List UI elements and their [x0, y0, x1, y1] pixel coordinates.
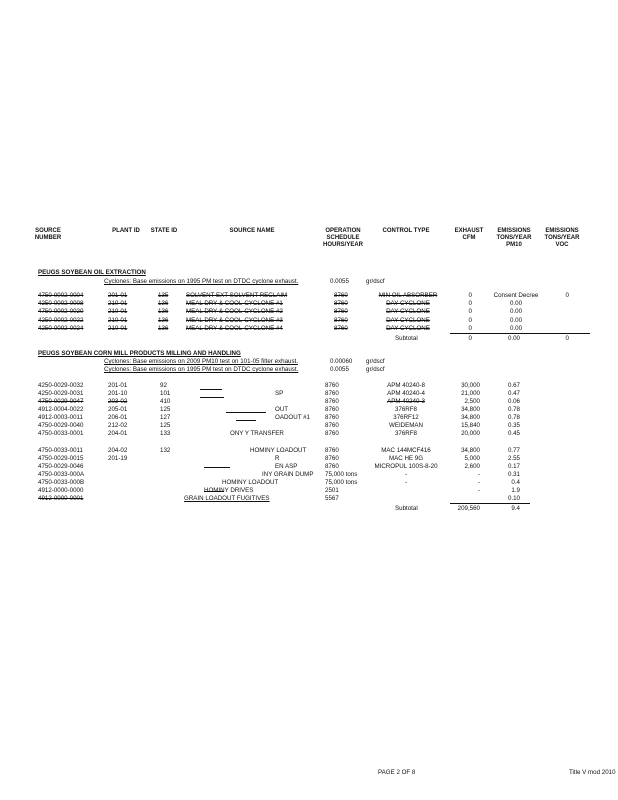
table-row-exhaust-cfm: 30,000: [461, 382, 480, 389]
table-row-pm10: 0.17: [507, 463, 520, 470]
table-row-hours: 8760: [325, 414, 339, 421]
table-row-control-type: MAC HE 9G: [388, 455, 424, 462]
section2-title: PEUGS SOYBEAN CORN MILL PRODUCTS MILLING AND HANDLING: [38, 350, 241, 357]
table-row-pm10: 0.00: [509, 317, 523, 324]
table-row-source-number: 4750-0029-0040: [38, 422, 84, 429]
table-row-exhaust-cfm: 0: [468, 325, 472, 332]
table-row-plant-id: 210-01: [108, 300, 128, 307]
table-row-exhaust-cfm: 20,000: [461, 430, 480, 437]
table-row-state-id: 125: [160, 406, 171, 413]
section2-subtotal-rule: [450, 503, 530, 504]
section1-subtotal-cfm: 0: [468, 335, 472, 342]
section2-note1-value: 0.00060: [330, 358, 353, 365]
table-row-pm10: 0.00: [509, 325, 523, 332]
table-row-pm10: 1.9: [511, 487, 520, 494]
table-row-control-type: APM 40240-4: [387, 390, 425, 397]
header-source-number: SOURCE NUMBER: [34, 228, 62, 241]
table-row-control-type: 376RF8: [394, 406, 417, 413]
table-row-hours: 75,000 tons: [325, 479, 358, 486]
table-row-source-name: R: [275, 455, 280, 462]
table-row-pm10: 0.77: [507, 447, 520, 454]
table-row-plant-id: 210-01: [108, 317, 128, 324]
table-row-hours: 8760: [325, 430, 339, 437]
table-row-source-number: 4912-0000-0000: [38, 487, 84, 494]
section2-note2-value: 0.0055: [330, 366, 349, 373]
table-row-source-number: 4750-0002-0020: [38, 308, 84, 315]
section1-note-unit: gr/dscf: [366, 278, 385, 285]
table-row-hours: 8760: [325, 398, 339, 405]
table-row-control-type: APM 40240-8: [387, 382, 425, 389]
table-row-exhaust-cfm: 0: [468, 308, 472, 315]
table-row-source-number: 4250-0029-0031: [38, 390, 84, 397]
header-operation-schedule: OPERATION SCHEDULE HOURS/YEAR: [322, 228, 363, 248]
table-row-hours: 8760: [334, 292, 348, 299]
header-emissions-voc: EMISSIONS TONS/YEAR VOC: [544, 228, 580, 248]
table-row-source-name: HOMINY LOADOUT: [250, 447, 307, 454]
footer-page-number: PAGE 2 OF 8: [378, 769, 416, 776]
table-row-hours: 8760: [334, 325, 348, 332]
table-row-pm10: 0.06: [507, 398, 520, 405]
table-row-exhaust-cfm: -: [477, 487, 480, 494]
table-row-hours: 8760: [325, 406, 339, 413]
table-row-pm10: 0.47: [507, 390, 520, 397]
table-row-source-name: OUT: [275, 406, 289, 413]
table-row-exhaust-cfm: 0: [468, 317, 472, 324]
section1-subtotal-voc: 0: [565, 335, 569, 342]
table-row-source-name: MEAL DRY & COOL-CYCLONE #4: [186, 325, 283, 332]
table-row-plant-id: 201-19: [108, 455, 128, 462]
table-row-source-number: 4750-0029-0047: [38, 398, 84, 405]
header-control-type: CONTROL TYPE: [382, 228, 430, 234]
table-row-exhaust-cfm: 21,000: [461, 390, 480, 397]
table-row-hours: 8760: [325, 463, 339, 470]
table-row-exhaust-cfm: 2,600: [464, 463, 480, 470]
name-underline-mark: [200, 389, 222, 390]
table-row-source-name: MEAL DRY & COOL-CYCLONE #2: [186, 308, 283, 315]
table-row-source-name: MEAL DRY & COOL-CYCLONE #3: [186, 317, 283, 324]
table-row-control-type: DAY CYCLONE: [386, 300, 430, 307]
table-row-hours: 8760: [325, 447, 339, 454]
table-row-plant-id: 210-01: [108, 325, 128, 332]
section2-subtotal-label: Subtotal: [395, 505, 418, 512]
table-row-plant-id: 204-02: [108, 447, 128, 454]
table-row-exhaust-cfm: 5,000: [464, 455, 480, 462]
section1-subtotal-rule: [450, 333, 590, 334]
section2-note1: Cyclones: Base emissions on 2009 PM10 test on 101-05 filter exhaust.: [104, 358, 298, 365]
table-row-source-number: 4750-0033-000B: [38, 479, 85, 486]
table-row-pm10: 0.00: [509, 300, 523, 307]
table-row-source-name: OADOUT #1: [275, 414, 310, 421]
header-state-id: STATE ID: [150, 228, 178, 234]
table-row-hours: 8760: [325, 390, 339, 397]
table-row-plant-id: 201-01: [108, 292, 128, 299]
name-underline-mark: [204, 467, 230, 468]
section1-subtotal-pm: 0.00: [507, 335, 520, 342]
table-row-state-id: 136: [158, 317, 169, 324]
header-plant-id: PLANT ID: [112, 228, 140, 234]
table-row-pm10: 0.4: [511, 479, 520, 486]
table-row-state-id: 127: [160, 414, 171, 421]
section2-subtotal-cfm: 209,560: [457, 505, 480, 512]
section1-subtotal-label: Subtotal: [395, 335, 418, 342]
header-emissions-pm10: EMISSIONS TONS/YEAR PM10: [496, 228, 532, 248]
table-row-plant-id: 205-01: [108, 406, 128, 413]
name-underline-mark: [204, 491, 224, 492]
section1-title: PEUGS SOYBEAN OIL EXTRACTION: [38, 269, 146, 276]
table-row-control-type: 376RF12: [393, 414, 419, 421]
section2-subtotal-pm: 9.4: [511, 505, 520, 512]
table-row-state-id: 136: [158, 325, 169, 332]
table-row-control-type: -: [404, 479, 408, 486]
table-row-source-name: ONY Y TRANSFER: [230, 430, 284, 437]
table-row-source-number: 4912-0000-0001: [38, 495, 84, 502]
table-row-source-number: 4750-0033-0011: [38, 447, 83, 454]
table-row-pm10: 0.67: [507, 382, 520, 389]
table-row-source-name: SP: [275, 390, 284, 397]
section2-note1-unit: gr/dscf: [366, 358, 385, 365]
table-row-plant-id: 212-02: [108, 422, 128, 429]
table-row-hours: 2501: [325, 487, 339, 494]
table-row-state-id: 101: [160, 390, 171, 397]
table-row-exhaust-cfm: 34,800: [461, 414, 480, 421]
table-row-exhaust-cfm: 34,800: [461, 406, 480, 413]
name-underline-mark: [226, 412, 266, 413]
table-row-hours: 8760: [325, 455, 339, 462]
table-row-pm10: 0.45: [507, 430, 520, 437]
table-row-source-name: MEAL DRY & COOL-CYCLONE #1: [186, 300, 283, 307]
table-row-voc: 0: [565, 292, 569, 299]
table-row-state-id: 136: [158, 308, 169, 315]
table-row-source-name: GRAIN LOADOUT FUGITIVES: [184, 495, 270, 502]
table-row-exhaust-cfm: 34,800: [461, 447, 480, 454]
section1-note-value: 0.0055: [330, 278, 349, 285]
table-row-state-id: 133: [160, 430, 171, 437]
section2-note2-unit: gr/dscf: [366, 366, 385, 373]
table-row-hours: 8760: [334, 308, 348, 315]
table-row-hours: 8760: [334, 317, 348, 324]
table-row-pm10: 0.31: [507, 471, 520, 478]
footer-document-title: Title V mod 2010: [569, 769, 616, 776]
table-row-source-number: 4750-0002-0004: [38, 292, 84, 299]
table-row-source-number: 4250-0002-0008: [38, 300, 84, 307]
table-row-exhaust-cfm: 2,500: [464, 398, 480, 405]
table-row-state-id: 125: [160, 422, 171, 429]
table-row-pm10: 0.78: [507, 414, 520, 421]
table-row-hours: 8760: [325, 382, 339, 389]
table-row-control-type: APM 40240-3: [387, 398, 425, 405]
section2-note2: Cyclones: Base emissions on 1995 PM test on DTDC cyclone exhaust.: [104, 366, 299, 373]
table-row-control-type: DAY CYCLONE: [386, 325, 430, 332]
table-row-source-name: HOMINY DRIVES: [204, 487, 254, 494]
table-row-source-number: 4912-0003-0011: [38, 414, 83, 421]
table-row-plant-id: 206-01: [108, 414, 128, 421]
table-row-hours: 8760: [325, 422, 339, 429]
section1-note: Cyclones: Base emissions on 1995 PM test on DTDC cyclone exhaust.: [104, 278, 299, 285]
table-row-pm10: Consent Decree: [493, 292, 539, 299]
table-row-control-type: MAC 144MCF416: [381, 447, 431, 454]
table-row-pm10: 0.35: [507, 422, 520, 429]
table-row-source-number: 4250-0029-0032: [38, 382, 84, 389]
table-row-pm10: 2.55: [507, 455, 520, 462]
table-row-pm10: 0.78: [507, 406, 520, 413]
table-row-control-type: MICROPUL 100S-8-20: [374, 463, 438, 470]
table-row-source-number: 4750-0033-0001: [38, 430, 84, 437]
table-row-plant-id: 203-02: [108, 398, 128, 405]
header-source-name: SOURCE NAME: [229, 228, 275, 234]
table-row-state-id: 410: [160, 398, 171, 405]
table-row-control-type: DAY CYCLONE: [386, 308, 430, 315]
table-row-source-number: 4750-0029-0046: [38, 463, 84, 470]
table-row-control-type: -: [404, 471, 408, 478]
name-underline-mark: [236, 420, 256, 421]
name-underline-mark: [200, 397, 224, 398]
table-row-exhaust-cfm: -: [477, 479, 480, 486]
table-row-source-name: INY GRAIN DUMP: [262, 471, 314, 478]
table-row-exhaust-cfm: 15,840: [461, 422, 480, 429]
table-row-plant-id: 201-01: [108, 382, 128, 389]
table-row-state-id: 136: [158, 300, 169, 307]
table-row-source-number: 4912-0004-0022: [38, 406, 84, 413]
table-row-hours: 5567: [325, 495, 339, 502]
table-row-state-id: 132: [160, 447, 171, 454]
header-exhaust-cfm: EXHAUST CFM: [454, 228, 484, 241]
table-row-source-number: 4250-0002-0022: [38, 317, 84, 324]
table-row-source-number: 4250-0002-0024: [38, 325, 84, 332]
table-row-exhaust-cfm: 0: [468, 292, 472, 299]
table-row-control-type: WEIDEMAN: [388, 422, 424, 429]
table-row-exhaust-cfm: -: [477, 471, 480, 478]
table-row-pm10: 0.00: [509, 308, 523, 315]
table-row-source-name: HOMINY LOADOUT: [222, 479, 279, 486]
table-row-source-number: 4750-0033-000A: [38, 471, 85, 478]
table-row-exhaust-cfm: 0: [468, 300, 472, 307]
table-row-hours: 8760: [334, 300, 348, 307]
table-row-plant-id: 204-01: [108, 430, 128, 437]
table-row-plant-id: 210-01: [108, 308, 128, 315]
table-row-control-type: MIN OIL ABSORBER: [378, 292, 438, 299]
table-row-source-number: 4750-0029-0015: [38, 455, 84, 462]
table-row-hours: 75,000 tons: [325, 471, 358, 478]
table-row-pm10: 0.10: [507, 495, 520, 502]
table-row-source-name: EN ASP: [275, 463, 298, 470]
table-row-control-type: DAY CYCLONE: [386, 317, 430, 324]
table-row-state-id: 92: [160, 382, 167, 389]
table-row-state-id: 135: [158, 292, 169, 299]
table-row-plant-id: 201-10: [108, 390, 128, 397]
table-row-control-type: 376RF8: [394, 430, 417, 437]
table-row-source-name: SOLVENT EXT SOLVENT RECLAIM: [186, 292, 288, 299]
